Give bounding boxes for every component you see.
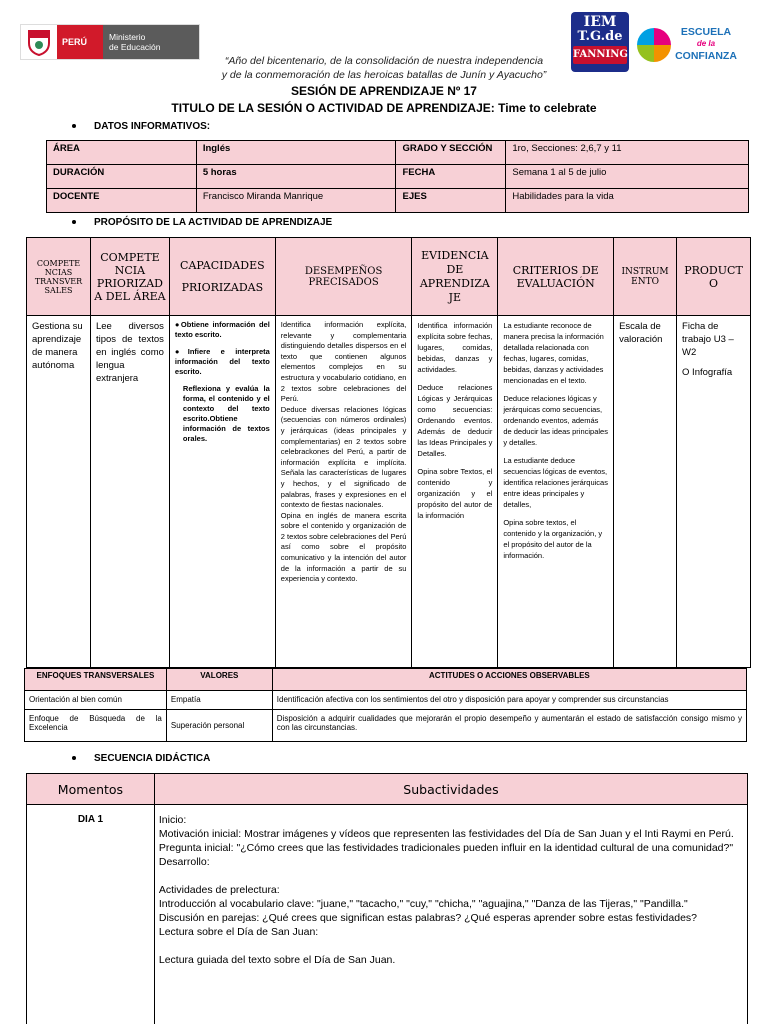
capacidad-item: Reflexiona y evalúa la forma, el contenido y el contexto del texto escrito.Obtiene información de textos orales.	[182, 384, 270, 443]
enfoque-cell: Enfoque de Búsqueda de la Excelencia	[25, 710, 167, 742]
subactividad-line: Inicio:	[158, 814, 187, 826]
header-subactividades: Subactividades	[154, 774, 747, 805]
actitud-cell: Disposición a adquirir cualidades que mejorarán el propio desempeño y aumentarán el estado de satisfacción consigo mismo y con las circunstancias.	[272, 710, 746, 742]
grado-label: GRADO Y SECCIÓN	[396, 141, 506, 165]
bullet-icon	[72, 220, 76, 224]
secuencia-heading	[72, 753, 210, 764]
subactividad-line: Actividades de prelectura:	[158, 884, 280, 896]
ministry-label	[103, 25, 199, 59]
subactividad-line: Motivación inicial: Mostrar imágenes y vídeos que representen las festividades del Día de San Juan y el Inti Raymi en Perú.	[158, 828, 734, 840]
table-row	[25, 710, 747, 742]
desempenos-cell	[275, 316, 412, 668]
motto-line-1: “Año del bicentenario, de la consolidación de nuestra independencia	[224, 55, 544, 67]
area-value: Inglés	[196, 141, 396, 165]
subactividad-line: Introducción al vocabulario clave: "juane," "tacacho," "cuy," "chicha," "aguajina," "Danza de las Tijeras," "Pandilla."	[158, 898, 688, 910]
header-desempenos: DESEMPEÑOS PRECISADOS	[275, 238, 412, 316]
fecha-label: FECHA	[396, 165, 506, 189]
datos-heading-text: DATOS INFORMATIVOS:	[94, 121, 211, 132]
valor-cell: Empatía	[166, 691, 272, 710]
activity-title-label: TITULO DE LA SESIÓN O ACTIVIDAD DE APRENDIZAJE:	[171, 101, 495, 115]
school-logo-line-2: T.G.de	[577, 29, 623, 44]
ejes-label: EJES	[396, 189, 506, 213]
evidencia-item: Identifica información explícita sobre fechas, lugares, comidas, bebidas, danzas y actividades.	[417, 321, 493, 374]
docente-value: Francisco Miranda Manrique	[196, 189, 396, 213]
evidencias-cell	[412, 316, 498, 668]
producto-item: O Infografía	[682, 367, 733, 378]
docente-label: DOCENTE	[47, 189, 197, 213]
table-header-row	[25, 669, 747, 691]
proposito-table	[26, 237, 751, 668]
table-header-row	[27, 238, 751, 316]
criterio-item: Deduce relaciones lógicas y jerárquicas como secuencias, ordenando eventos, además de deducir las ideas principales y detalles.	[503, 394, 608, 447]
instrumento-cell: Escala de valoración	[614, 316, 677, 668]
desempeno-item: Identifica información explícita, relevante y complementaria distinguiendo detalles dispersos en el texto que contienen algunos elementos complejos en su estructura y vocabulario cotidiano, en 2 textos sobre celebraciones del Perú.	[280, 320, 407, 404]
fecha-value: Semana 1 al 5 de julio	[506, 165, 749, 189]
subactividad-line: Lectura guiada del texto sobre el Día de San Juan.	[158, 954, 396, 966]
table-row	[27, 316, 751, 668]
datos-heading	[72, 121, 210, 132]
secuencia-heading-text: SECUENCIA DIDÁCTICA	[94, 753, 211, 764]
peru-shield-icon	[21, 25, 57, 59]
criterios-cell	[498, 316, 614, 668]
school-logo-line-1: IEM	[583, 14, 617, 30]
producto-cell	[677, 316, 751, 668]
header-momentos: Momentos	[27, 774, 155, 805]
datos-table	[46, 140, 749, 213]
subactividad-line: Discusión en parejas: ¿Qué crees que significan estas palabras? ¿Qué esperas aprender sobre estas festividades?	[158, 912, 698, 924]
capacidad-item: ●Obtiene información del texto escrito.	[174, 320, 270, 339]
proposito-heading	[72, 217, 332, 228]
header-capacidades: CAPACIDADES PRIORIZADAS	[169, 238, 275, 316]
peru-label: PERÚ	[57, 25, 103, 59]
escuela-line-1: ESCUELA	[680, 26, 732, 38]
subactividad-line	[159, 939, 743, 953]
escuela-line-3: CONFIANZA	[675, 50, 737, 62]
header-competencias-transversales: COMPETE NCIAS TRANSVER SALES	[27, 238, 91, 316]
ministry-line-2: de Educación	[109, 42, 161, 52]
school-logo-line-3: FANNING	[573, 46, 627, 64]
enfoques-table	[24, 668, 747, 742]
table-header-row	[27, 774, 748, 805]
subactividad-line: Pregunta inicial: "¿Cómo crees que las festividades tradicionales pueden influir en la identidad cultural de una comunidad?"	[158, 842, 734, 854]
criterio-item: Opina sobre textos, el contenido y la organización, y el propósito del autor de la información.	[503, 518, 603, 560]
evidencia-item: Deduce relaciones Lógicas y Jerárquicas como secuencias: Ordenando eventos. Además de deducir las Ideas Principales y Detalles.	[417, 383, 493, 458]
dia-cell: DIA 1	[27, 805, 155, 1024]
header-competencia-area: COMPETE NCIA PRIORIZAD A DEL ÁREA	[90, 238, 169, 316]
activity-title	[0, 101, 768, 115]
escuela-line-2: de la	[696, 39, 716, 48]
header-valores: VALORES	[166, 669, 272, 691]
activity-title-value: Time to celebrate	[498, 101, 597, 115]
area-label: ÁREA	[47, 141, 197, 165]
table-row	[47, 165, 749, 189]
subactividad-line: Desarrollo:	[158, 856, 210, 868]
header-actitudes: ACTITUDES O ACCIONES OBSERVABLES	[272, 669, 746, 691]
proposito-heading-text: PROPÓSITO DE LA ACTIVIDAD DE APRENDIZAJE	[94, 217, 333, 228]
enfoque-cell: Orientación al bien común	[25, 691, 167, 710]
ministry-line-1: Ministerio	[109, 32, 146, 42]
subactividad-line: Lectura sobre el Día de San Juan:	[158, 926, 319, 938]
subactividad-line	[159, 869, 743, 883]
competencia-area-cell: Lee diversos tipos de textos en inglés como lengua extranjera	[90, 316, 169, 668]
duracion-label: DURACIÓN	[47, 165, 197, 189]
actitud-cell: Identificación afectiva con los sentimientos del otro y disposición para apoyar y comprender sus circunstancias	[272, 691, 746, 710]
producto-item: Ficha de trabajo U3 – W2	[682, 321, 734, 358]
valor-cell: Superación personal	[166, 710, 272, 742]
criterio-item: La estudiante reconoce de manera precisa la información detallada relacionada con fechas, lugares, comidas, bebidas, danzas y actividades mencionadas en el texto.	[503, 321, 604, 385]
desempeno-item: Deduce diversas relaciones lógicas (secuencias con números ordinales) y jerárquicas (ideas principales y complementarias) en 2 textos sobre celebrackones del Perú, a partir de información explícita e implícita. Señala las características de lugares y hechos, y el significado de palabras, frases y expresiones en el contexto de fiestas nacionales.	[280, 404, 407, 510]
desempeno-item: Opina en inglés de manera escrita sobre el contenido y organización de 2 textos sobre celebraciones del Perú así como sobre el propósito comunicativo y la intención del autor de la información a partir de su experiencia y contexto.	[280, 510, 407, 584]
header-criterios: CRITERIOS DE EVALUACIÓN	[498, 238, 614, 316]
competencia-transversal-cell: Gestiona su aprendizaje de manera autónoma	[27, 316, 91, 668]
table-row	[25, 691, 747, 710]
secuencia-table	[26, 773, 748, 1024]
header-instrumento: INSTRUM ENTO	[614, 238, 677, 316]
header-enfoques: ENFOQUES TRANSVERSALES	[25, 669, 167, 691]
ejes-value: Habilidades para la vida	[506, 189, 749, 213]
bullet-icon	[72, 756, 76, 760]
motto-line-2: y de la conmemoración de las heroicas batallas de Junín y Ayacucho”	[221, 69, 547, 81]
page-header	[0, 0, 768, 80]
table-row	[47, 141, 749, 165]
capacidad-item: ●Infiere e interpreta información del texto escrito.	[174, 347, 270, 376]
subactividades-cell	[154, 805, 747, 1024]
session-title: SESIÓN DE APRENDIZAJE Nº 17	[291, 84, 477, 98]
grado-value: 1ro, Secciones: 2,6,7 y 11	[506, 141, 749, 165]
criterio-item: La estudiante deduce secuencias lógicas de eventos, identifica relaciones jerárquicas entre ideas principales y detalles,	[503, 456, 608, 509]
header-producto: PRODUCT O	[677, 238, 751, 316]
duracion-value: 5 horas	[196, 165, 396, 189]
table-row	[47, 189, 749, 213]
evidencia-item: Opina sobre Textos, el contenido y organización y el propósito del autor de la información	[417, 467, 493, 520]
header-evidencia: EVIDENCIA DE APRENDIZA JE	[412, 238, 498, 316]
capacidades-cell	[169, 316, 275, 668]
bullet-icon	[72, 124, 76, 128]
table-row	[27, 805, 748, 1024]
